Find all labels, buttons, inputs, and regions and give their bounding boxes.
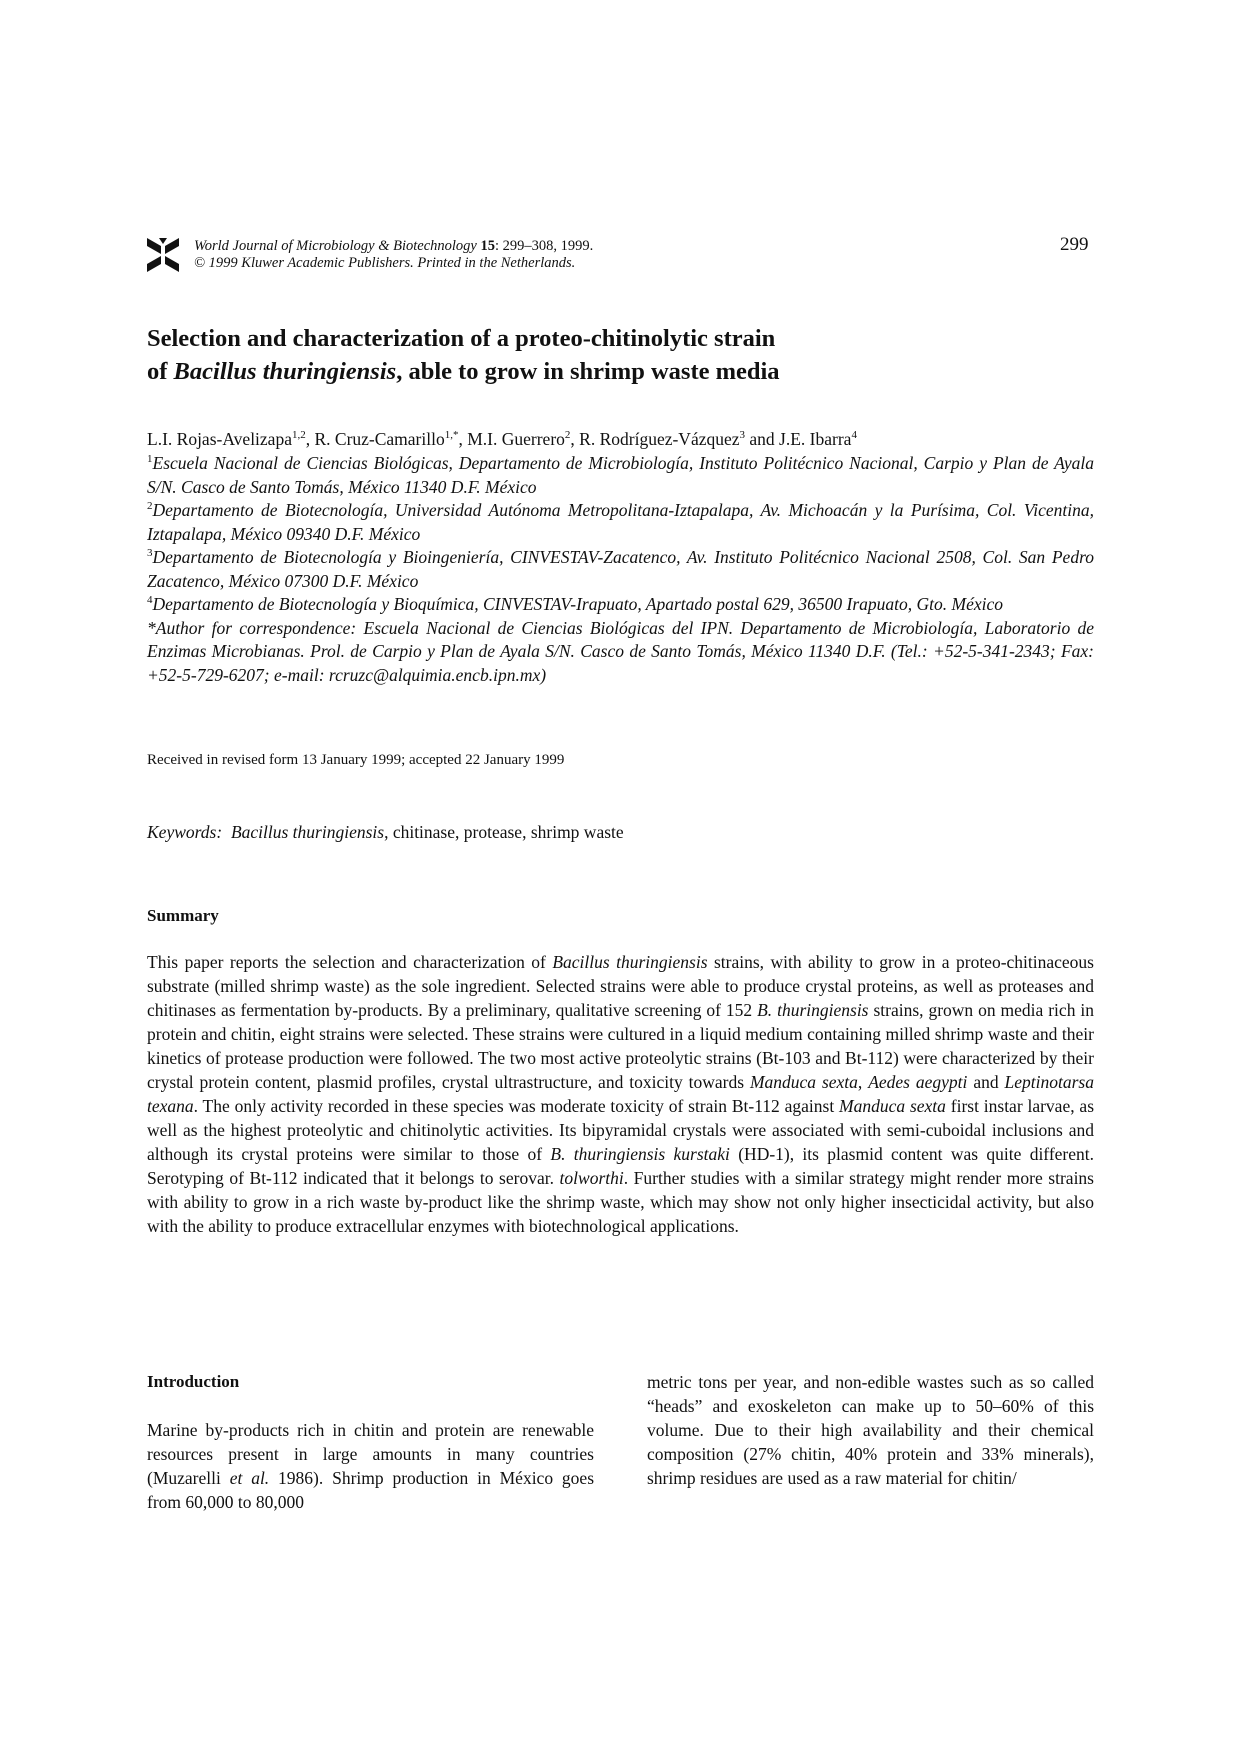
received-dates: Received in revised form 13 January 1999; accepted 22 January 1999 xyxy=(147,752,565,768)
italic-term: Bacillus thuringiensis xyxy=(552,952,708,972)
text-run: strains, with ability to grow in a proteo-chitinaceous substrate (milled shrimp waste) as the sole ingredient. Selected strains were able to produce crystal proteins, as well as proteases and chitinases as fermentation by-products. By a preliminary, qualitative screening of 152 xyxy=(147,952,1094,1020)
correspondence-note: *Author for correspondence: Escuela Nacional de Ciencias Biológicas del IPN. Departamento de Microbiología, Laboratorio de Enzimas Microbianas. Prol. de Carpio y Plan de Ayala S/N. Casco de Santo Tomás, México 11340 D.F. (Tel.: +52-5-341-2343; Fax: +52-5-729-6207; e-mail: rcruzc@alquimia.encb.ipn.mx) xyxy=(147,617,1094,685)
affiliations xyxy=(147,452,1094,687)
author-name: J.E. Ibarra xyxy=(779,429,852,449)
paper-title xyxy=(147,322,1107,388)
title-prefix: of xyxy=(147,358,174,385)
author-name: R. Cruz-Camarillo xyxy=(314,429,445,449)
author-affiliation-mark: 1,2 xyxy=(291,429,306,442)
text-run: strains, grown on media rich in protein and chitin, eight strains were selected. These strains were cultured in a liquid medium containing milled shrimp waste and their kinetics of protease production were followed. The two most active proteolytic strains (Bt-103 and Bt-112) were characterized by their crystal protein content, plasmid profiles, crystal ultrastructure, and toxicity towards xyxy=(147,1000,1094,1092)
affiliation-text: Departamento de Biotecnología y Bioingeniería, CINVESTAV-Zacatenco, Av. Instituto Politécnico Nacional 2508, Col. San Pedro Zacatenco, México 07300 D.F. México xyxy=(147,547,1094,591)
author-name: R. Rodríguez-Vázquez xyxy=(579,429,740,449)
affiliation-number: 3 xyxy=(147,547,153,560)
italic-term: et al. xyxy=(229,1468,270,1488)
introduction-right-column xyxy=(647,1370,1094,1490)
journal-volume: 15 xyxy=(480,238,495,254)
introduction-left-column xyxy=(147,1418,594,1514)
italic-term: B. thuringiensis kurstaki xyxy=(550,1144,730,1164)
author-list: L.I. Rojas-Avelizapa$^{1,2}$, R. Cruz-Camarillo$^{1,*}$, M.I. Guerrero$^2$, R. Rodríguez-Vázquez$^3$ and J.E. Ibarra$^4$ xyxy=(147,429,857,449)
affiliation-text: Departamento de Biotecnología, Universidad Autónoma Metropolitana-Iztapalapa, Av. Michoacán y la Purísima, Col. Vicentina, Iztapalapa, México 09340 D.F. México xyxy=(147,500,1094,544)
keywords-rest: , chitinase, protease, shrimp waste xyxy=(384,822,624,842)
text-run: metric tons per year, and non-edible wastes such as so called “heads” and exoskeleton can make up to 50–60% of this volume. Due to their high availability and their chemical composition (27% chitin, 40% protein and 33% minerals), shrimp residues are used as a raw material for chitin/ xyxy=(647,1372,1094,1488)
journal-citation xyxy=(194,238,593,272)
copyright-line: © 1999 Kluwer Academic Publishers. Printed in the Netherlands. xyxy=(194,255,576,271)
publisher-logo-icon xyxy=(145,236,181,274)
title-line-2 xyxy=(147,355,1107,388)
title-suffix: , able to grow in shrimp waste media xyxy=(396,358,780,385)
author-name: L.I. Rojas-Avelizapa xyxy=(147,429,292,449)
italic-term: Leptinotarsa texana xyxy=(147,1072,1094,1116)
page-number: 299 xyxy=(1060,234,1089,255)
affiliation-text: Escuela Nacional de Ciencias Biológicas, Departamento de Microbiología, Instituto Politécnico Nacional, Carpio y Plan de Ayala S/N. Casco de Santo Tomás, México 11340 D.F. México xyxy=(147,453,1094,497)
text-run: . Further studies with a similar strategy might render more strains with ability to grow in a rich waste by-product like the shrimp waste, which may show not only higher insecticidal activity, but also with the ability to produce extracellular enzymes with biotechnological applications. xyxy=(147,1168,1094,1236)
text-run: Marine by-products rich in chitin and protein are renewable resources present in large amounts in many countries (Muzarelli xyxy=(147,1420,594,1488)
author-name: M.I. Guerrero xyxy=(467,429,565,449)
keywords-species: Bacillus thuringiensis xyxy=(230,822,385,842)
text-run: and xyxy=(967,1072,1005,1092)
italic-term: Manduca sexta xyxy=(749,1072,858,1092)
affiliation-number: 4 xyxy=(147,594,153,607)
affiliation-number: 2 xyxy=(147,500,153,513)
affiliation-text: Departamento de Biotecnología y Bioquímica, CINVESTAV-Irapuato, Apartado postal 629, 36500 Irapuato, Gto. México xyxy=(152,594,1004,614)
text-run: (HD-1), its plasmid content was quite different. Serotyping of Bt-112 indicated that it belongs to serovar. xyxy=(147,1144,1094,1188)
keywords xyxy=(147,822,624,843)
text-run: first instar larvae, as well as the highest proteolytic and chitinolytic activities. Its bipyramidal crystals were associated with semi-cuboidal inclusions and although its crystal proteins were similar to those of xyxy=(147,1096,1094,1164)
introduction-heading: Introduction xyxy=(147,1372,240,1391)
italic-term: tolworthi xyxy=(559,1168,624,1188)
text-run: . The only activity recorded in these species was moderate toxicity of strain Bt-112 against xyxy=(193,1096,840,1116)
author-affiliation-mark: 1,* xyxy=(444,429,459,442)
author-affiliation-mark: 4 xyxy=(851,429,857,442)
affiliation xyxy=(147,452,1094,499)
summary-heading: Summary xyxy=(147,906,219,925)
affiliation xyxy=(147,593,1094,617)
text-run: 1986). Shrimp production in México goes from 60,000 to 80,000 xyxy=(147,1468,594,1512)
text-run: , xyxy=(857,1072,869,1092)
author-affiliation-mark: 2 xyxy=(564,429,571,442)
italic-term: B. thuringiensis xyxy=(757,1000,869,1020)
title-line-1: Selection and characterization of a proteo-chitinolytic strain xyxy=(147,325,776,352)
journal-pages: : 299–308, 1999. xyxy=(494,238,594,254)
summary-text xyxy=(147,950,1094,1238)
text-run: This paper reports the selection and characterization of xyxy=(147,952,553,972)
italic-term: Manduca sexta xyxy=(839,1096,946,1116)
affiliation xyxy=(147,546,1094,593)
affiliation xyxy=(147,499,1094,546)
author-affiliation-mark: 3 xyxy=(739,429,746,442)
journal-line xyxy=(194,238,593,255)
affiliation-number: 1 xyxy=(147,453,153,466)
keywords-label: Keywords: xyxy=(147,822,223,842)
journal-name: World Journal of Microbiology & Biotechnology xyxy=(194,238,477,254)
italic-term: Aedes aegypti xyxy=(868,1072,968,1092)
title-species: Bacillus thuringiensis xyxy=(173,358,397,385)
